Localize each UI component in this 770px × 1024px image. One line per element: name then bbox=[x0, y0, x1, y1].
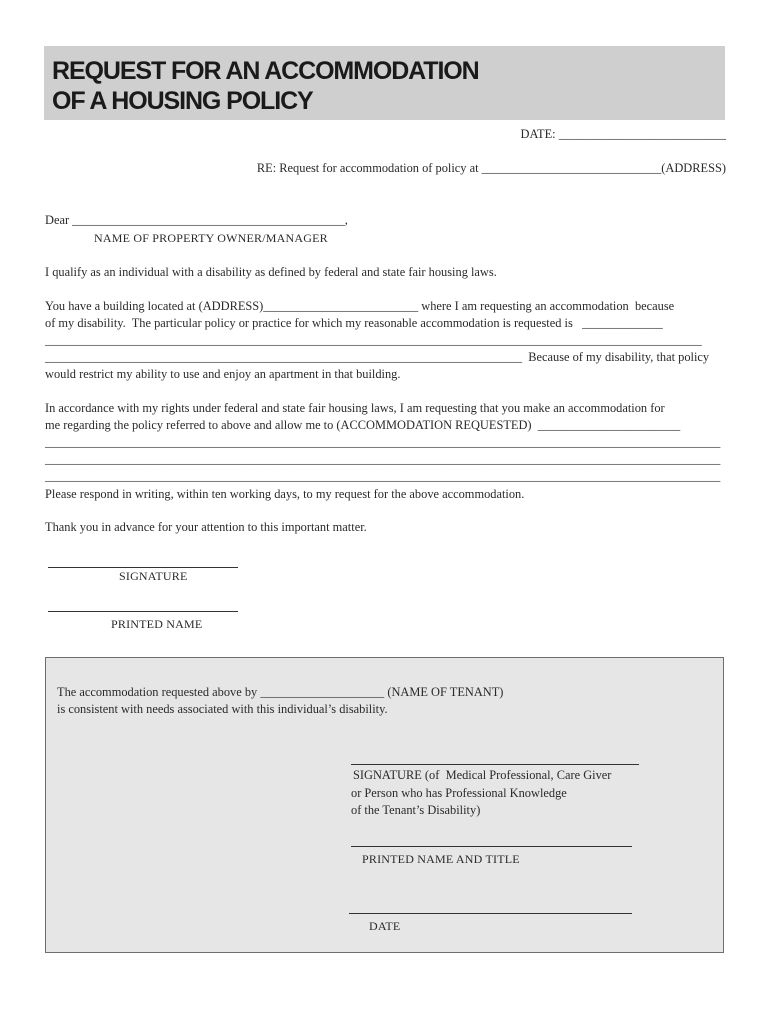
respond-request: Please respond in writing, within ten working days, to my request for the above accommodation. bbox=[45, 487, 525, 501]
professional-signature-label-3: of the Tenant’s Disability) bbox=[351, 803, 481, 817]
rights-statement: In accordance with my rights under federal and state fair housing laws, I am requesting that you make an accommodation for bbox=[45, 401, 665, 415]
professional-signature-label: SIGNATURE (of Medical Professional, Care Giver bbox=[353, 768, 612, 782]
owner-name-caption: NAME OF PROPERTY OWNER/MANAGER bbox=[94, 231, 328, 245]
accommodation-requested-line[interactable]: me regarding the policy referred to above and allow me to (ACCOMMODATION REQUESTED) _______________________ bbox=[45, 418, 681, 432]
re-address-field[interactable]: RE: Request for accommodation of policy at _____________________________(ADDRESS) bbox=[256, 161, 726, 175]
form-title-line-1: REQUEST FOR AN ACCOMMODATION bbox=[52, 57, 479, 85]
disability-statement: I qualify as an individual with a disability as defined by federal and state fair housing laws. bbox=[45, 265, 497, 279]
building-address-line[interactable]: You have a building located at (ADDRESS)_________________________ where I am requesting an accommodation because bbox=[45, 299, 675, 313]
printed-name-title-line[interactable] bbox=[351, 846, 632, 847]
accommodation-blank-line[interactable]: _____________________________________________________________________________________________________________ bbox=[45, 469, 721, 483]
printed-name-line[interactable] bbox=[48, 611, 238, 612]
policy-blank-line-2[interactable]: _____________________________________________________________________________ Because of my disability, that policy bbox=[45, 350, 710, 364]
printed-name-label: PRINTED NAME bbox=[111, 617, 203, 631]
thanks-statement: Thank you in advance for your attention to this important matter. bbox=[45, 520, 367, 534]
policy-blank-line[interactable]: __________________________________________________________________________________________________________ bbox=[45, 333, 702, 347]
dear-owner-field[interactable]: Dear ____________________________________________, bbox=[45, 213, 348, 227]
date-signature-line[interactable] bbox=[349, 913, 632, 914]
accommodation-blank-line[interactable]: _____________________________________________________________________________________________________________ bbox=[45, 452, 721, 466]
form-title-line-2: OF A HOUSING POLICY bbox=[52, 87, 313, 115]
restriction-statement: would restrict my ability to use and enjoy an apartment in that building. bbox=[45, 367, 401, 381]
form-title bbox=[52, 56, 479, 116]
professional-signature-label-2: or Person who has Professional Knowledge bbox=[351, 786, 567, 800]
printed-name-title-label: PRINTED NAME AND TITLE bbox=[362, 852, 520, 866]
signature-label: SIGNATURE bbox=[119, 569, 188, 583]
consistency-statement: is consistent with needs associated with this individual’s disability. bbox=[57, 702, 388, 716]
date-label: DATE bbox=[369, 919, 401, 933]
signature-line[interactable] bbox=[48, 567, 238, 568]
date-field[interactable]: DATE: ___________________________ bbox=[520, 127, 726, 141]
tenant-name-line[interactable]: The accommodation requested above by ____________________ (NAME OF TENANT) bbox=[57, 685, 504, 699]
policy-line[interactable]: of my disability. The particular policy or practice for which my reasonable accommodation is requested is _____________ bbox=[45, 316, 663, 330]
accommodation-blank-line[interactable]: _____________________________________________________________________________________________________________ bbox=[45, 435, 721, 449]
professional-signature-line[interactable] bbox=[351, 764, 639, 765]
